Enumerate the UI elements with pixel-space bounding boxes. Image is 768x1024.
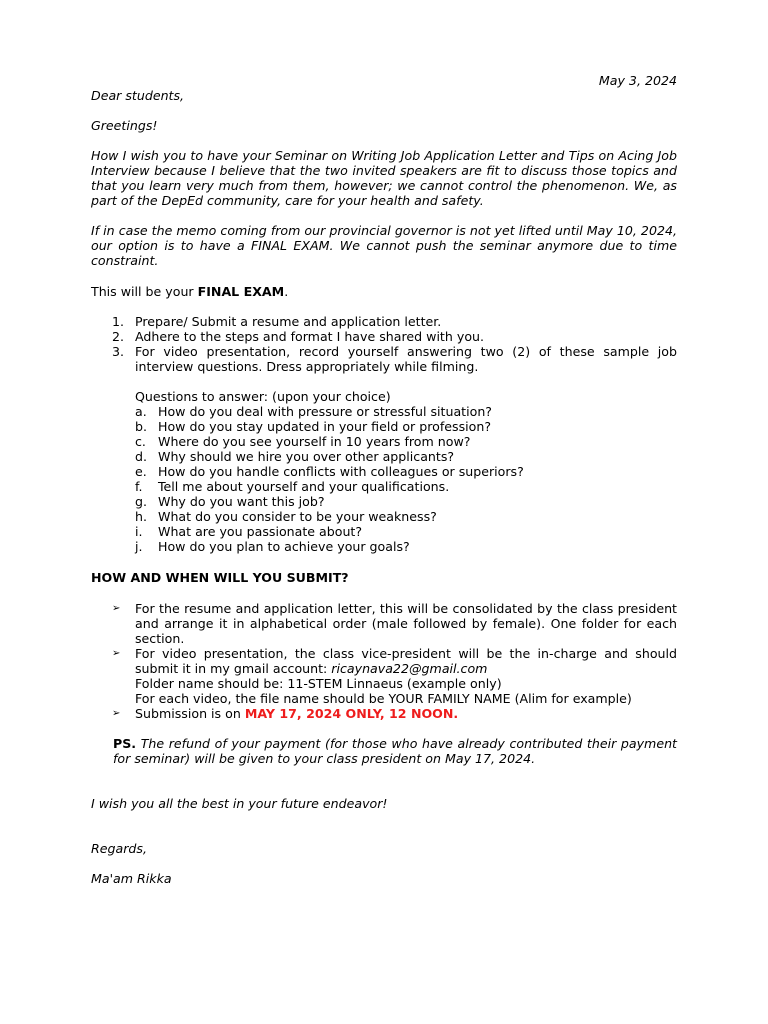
question-text: What are you passionate about? [158, 524, 363, 539]
ps-label: PS. [113, 736, 137, 751]
memo-paragraph: If in case the memo coming from our provincial governor is not yet lifted until May 10, 2024, our option is to have a FINAL EXAM. We cannot push the seminar anymore due to time constraint. [91, 223, 677, 268]
arrow-bullet-icon: ➢ [112, 648, 121, 659]
signature: Ma'am Rikka [91, 871, 172, 886]
question-item [91, 524, 677, 539]
question-letter: b. [135, 419, 147, 434]
step-text: Adhere to the steps and format I have shared with you. [135, 329, 485, 344]
letter-date: May 3, 2024 [598, 73, 677, 88]
question-item [91, 464, 677, 479]
step-item [91, 314, 677, 329]
submission-bullets [91, 601, 677, 721]
regards: Regards, [91, 841, 147, 856]
step-text: For video presentation, record yourself answering two (2) of these sample job interview questions. Dress appropriately while filming. [135, 344, 677, 374]
question-text: How do you stay updated in your field or profession? [158, 419, 492, 434]
submit-heading [91, 570, 677, 585]
bullet-text: Submission is on [135, 706, 245, 721]
question-letter: e. [135, 464, 147, 479]
step-text: Prepare/ Submit a resume and application letter. [135, 314, 442, 329]
question-item [91, 419, 677, 434]
question-text: Why should we hire you over other applicants? [158, 449, 455, 464]
bullet-text: For video presentation, the class vice-president will be the in-charge and should submit it in my gmail account: [135, 646, 677, 676]
question-text: Tell me about yourself and your qualifications. [158, 479, 450, 494]
final-exam-intro [91, 284, 677, 299]
question-letter: i. [135, 524, 143, 539]
question-letter: a. [135, 404, 147, 419]
final-exam-label: FINAL EXAM [197, 284, 285, 299]
question-text: How do you handle conflicts with colleagues or superiors? [158, 464, 524, 479]
question-letter: d. [135, 449, 147, 464]
steps-list [91, 314, 677, 374]
question-item [91, 479, 677, 494]
submit-heading-text: HOW AND WHEN WILL YOU SUBMIT? [91, 570, 349, 585]
file-name-note: For each video, the file name should be YOUR FAMILY NAME (Alim for example) [135, 691, 632, 706]
intro-paragraph: How I wish you to have your Seminar on Writing Job Application Letter and Tips on Acing Job Interview because I believe that the two invited speakers are fit to discuss those topics and that you learn very much from them, however; we cannot control the phenomenon. We, as part of the DepEd community, care for your health and safety. [91, 148, 677, 208]
step-number: 1. [112, 314, 125, 329]
step-item [91, 344, 677, 374]
question-item [91, 449, 677, 464]
question-text: How do you deal with pressure or stressful situation? [158, 404, 492, 419]
questions-section [91, 389, 677, 554]
question-text: How do you plan to achieve your goals? [158, 539, 410, 554]
question-letter: c. [135, 434, 146, 449]
question-item [91, 539, 677, 554]
bullet-item [91, 706, 677, 721]
greeting: Greetings! [91, 118, 158, 133]
folder-name-note: Folder name should be: 11-STEM Linnaeus (example only) [135, 676, 502, 691]
salutation: Dear students, [91, 88, 185, 103]
question-letter: h. [135, 509, 147, 524]
step-number: 3. [112, 344, 125, 359]
email-address: ricaynava22@gmail.com [331, 661, 488, 676]
question-item [91, 494, 677, 509]
question-letter: g. [135, 494, 147, 509]
arrow-bullet-icon: ➢ [112, 708, 121, 719]
bullet-item [91, 601, 677, 646]
step-number: 2. [112, 329, 125, 344]
ps-text: The refund of your payment (for those who have already contributed their payment for seminar) will be given to your class president on May 17, 2024. [113, 736, 677, 766]
question-item [91, 509, 677, 524]
question-item [91, 404, 677, 419]
final-exam-period: . [284, 284, 289, 299]
bullet-text: For the resume and application letter, this will be consolidated by the class president and arrange it in alphabetical order (male followed by female). One folder for each section. [135, 601, 677, 646]
question-text: Why do you want this job? [158, 494, 325, 509]
submission-deadline: MAY 17, 2024 ONLY, 12 NOON. [244, 706, 459, 721]
question-item [91, 434, 677, 449]
question-text: What do you consider to be your weakness? [158, 509, 437, 524]
step-item [91, 329, 677, 344]
question-letter: j. [135, 539, 143, 554]
questions-heading: Questions to answer: (upon your choice) [135, 389, 391, 404]
bullet-item [91, 646, 677, 706]
question-letter: f. [135, 479, 143, 494]
ps-note [91, 736, 677, 766]
final-exam-intro-text: This will be your [91, 284, 198, 299]
arrow-bullet-icon: ➢ [112, 603, 121, 614]
closing-wish: I wish you all the best in your future endeavor! [91, 796, 388, 811]
question-text: Where do you see yourself in 10 years from now? [158, 434, 471, 449]
